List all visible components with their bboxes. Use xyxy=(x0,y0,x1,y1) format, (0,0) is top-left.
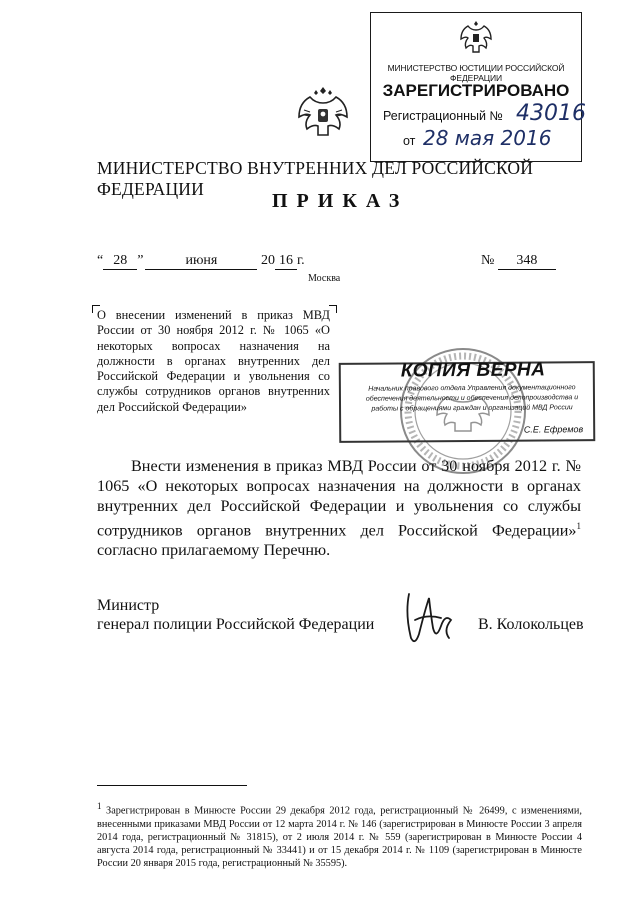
copy-stamp-description: Начальник правового отдела Управления документационного обеспечения деятельности и обеспечения делопроизводства и работы с обращениями граждан и организаций МВД России xyxy=(365,384,579,413)
order-body xyxy=(97,456,581,560)
registration-date-prefix: от xyxy=(403,134,416,148)
copy-certified-stamp xyxy=(339,361,596,443)
copy-stamp-title: КОПИЯ ВЕРНА xyxy=(400,359,546,382)
signatory-title-line2: генерал полиции Российской Федерации xyxy=(97,616,375,633)
footnote-text: Зарегистрирован в Минюсте России 29 декабря 2012 года, регистрационный № 26499, с изменениями, внесенными приказами МВД России от 12 марта 2014 г. № 146 (зарегистрирован в Минюсте России 3 апреля 2014 года, регистрационный № 31815), от 2 июля 2014 г. № 559 (зарегистрирован в Минюсте России 4 августа 2014 года, регистрационный № 33441) и от 15 декабря 2014 г. № 1109 (зарегистрирован в Минюсте России 20 января 2015 года, регистрационный № 35595). xyxy=(97,805,582,870)
coat-of-arms-icon xyxy=(296,84,350,140)
registration-date: 28 мая 2016 xyxy=(423,126,552,150)
ministry-title: МИНИСТЕРСТВО ВНУТРЕННИХ ДЕЛ РОССИЙСКОЙ ФЕДЕРАЦИИ xyxy=(97,158,534,199)
order-year-abbr: г. xyxy=(296,253,305,268)
order-date xyxy=(97,253,305,270)
order-subject: О внесении изменений в приказ МВД России от 30 ноября 2012 г. № 1065 «О некоторых вопросах назначения на должности в органах внутренних дел Российской Федерации и увольнения со службы сотрудников органов внутренних дел Российской Федерации» xyxy=(97,308,330,414)
footnote-divider xyxy=(97,785,247,786)
document-type: ПРИКАЗ xyxy=(272,190,409,212)
date-quote-open: “ xyxy=(97,253,104,268)
date-quote-close: ” xyxy=(137,253,144,268)
order-year-suffix: 16 xyxy=(275,253,297,270)
registration-number: 43016 xyxy=(516,101,586,126)
order-number-value: 348 xyxy=(498,253,556,270)
signatory-name: В. Колокольцев xyxy=(478,616,584,633)
signature-icon xyxy=(395,590,465,654)
order-day: 28 xyxy=(103,253,137,270)
subject-corner-right xyxy=(329,305,337,313)
registration-number-label: Регистрационный № xyxy=(383,109,503,123)
body-paragraph xyxy=(97,456,581,560)
order-number xyxy=(481,253,556,270)
registration-date-label xyxy=(403,134,415,148)
registration-stamp xyxy=(370,12,586,162)
order-month: июня xyxy=(145,253,257,270)
order-year-prefix: 20 xyxy=(260,253,275,268)
body-text-end: согласно прилагаемому Перечню. xyxy=(97,541,331,560)
copy-stamp-signer: С.Е. Ефремов xyxy=(523,424,584,435)
coat-of-arms-icon xyxy=(459,17,493,57)
signatory-title-line1: Министр xyxy=(97,597,160,614)
body-text-main: Внести изменения в приказ МВД России от 30 ноября 2012 г. № 1065 «О некоторых вопросах назначения на должности в органах внутренних дел Российской Федерации и увольнения со службы сотрудников органов внутренних дел Российской Федерации» xyxy=(97,457,581,540)
footnote xyxy=(97,800,582,870)
order-city: Москва xyxy=(308,273,341,284)
registration-title: ЗАРЕГИСТРИРОВАНО xyxy=(382,81,570,100)
order-number-label: № xyxy=(481,253,495,268)
registration-ministry: МИНИСТЕРСТВО ЮСТИЦИИ РОССИЙСКОЙ ФЕДЕРАЦИИ xyxy=(387,63,565,83)
footnote-marker: 1 xyxy=(97,801,102,811)
body-footnote-ref: 1 xyxy=(576,521,581,531)
